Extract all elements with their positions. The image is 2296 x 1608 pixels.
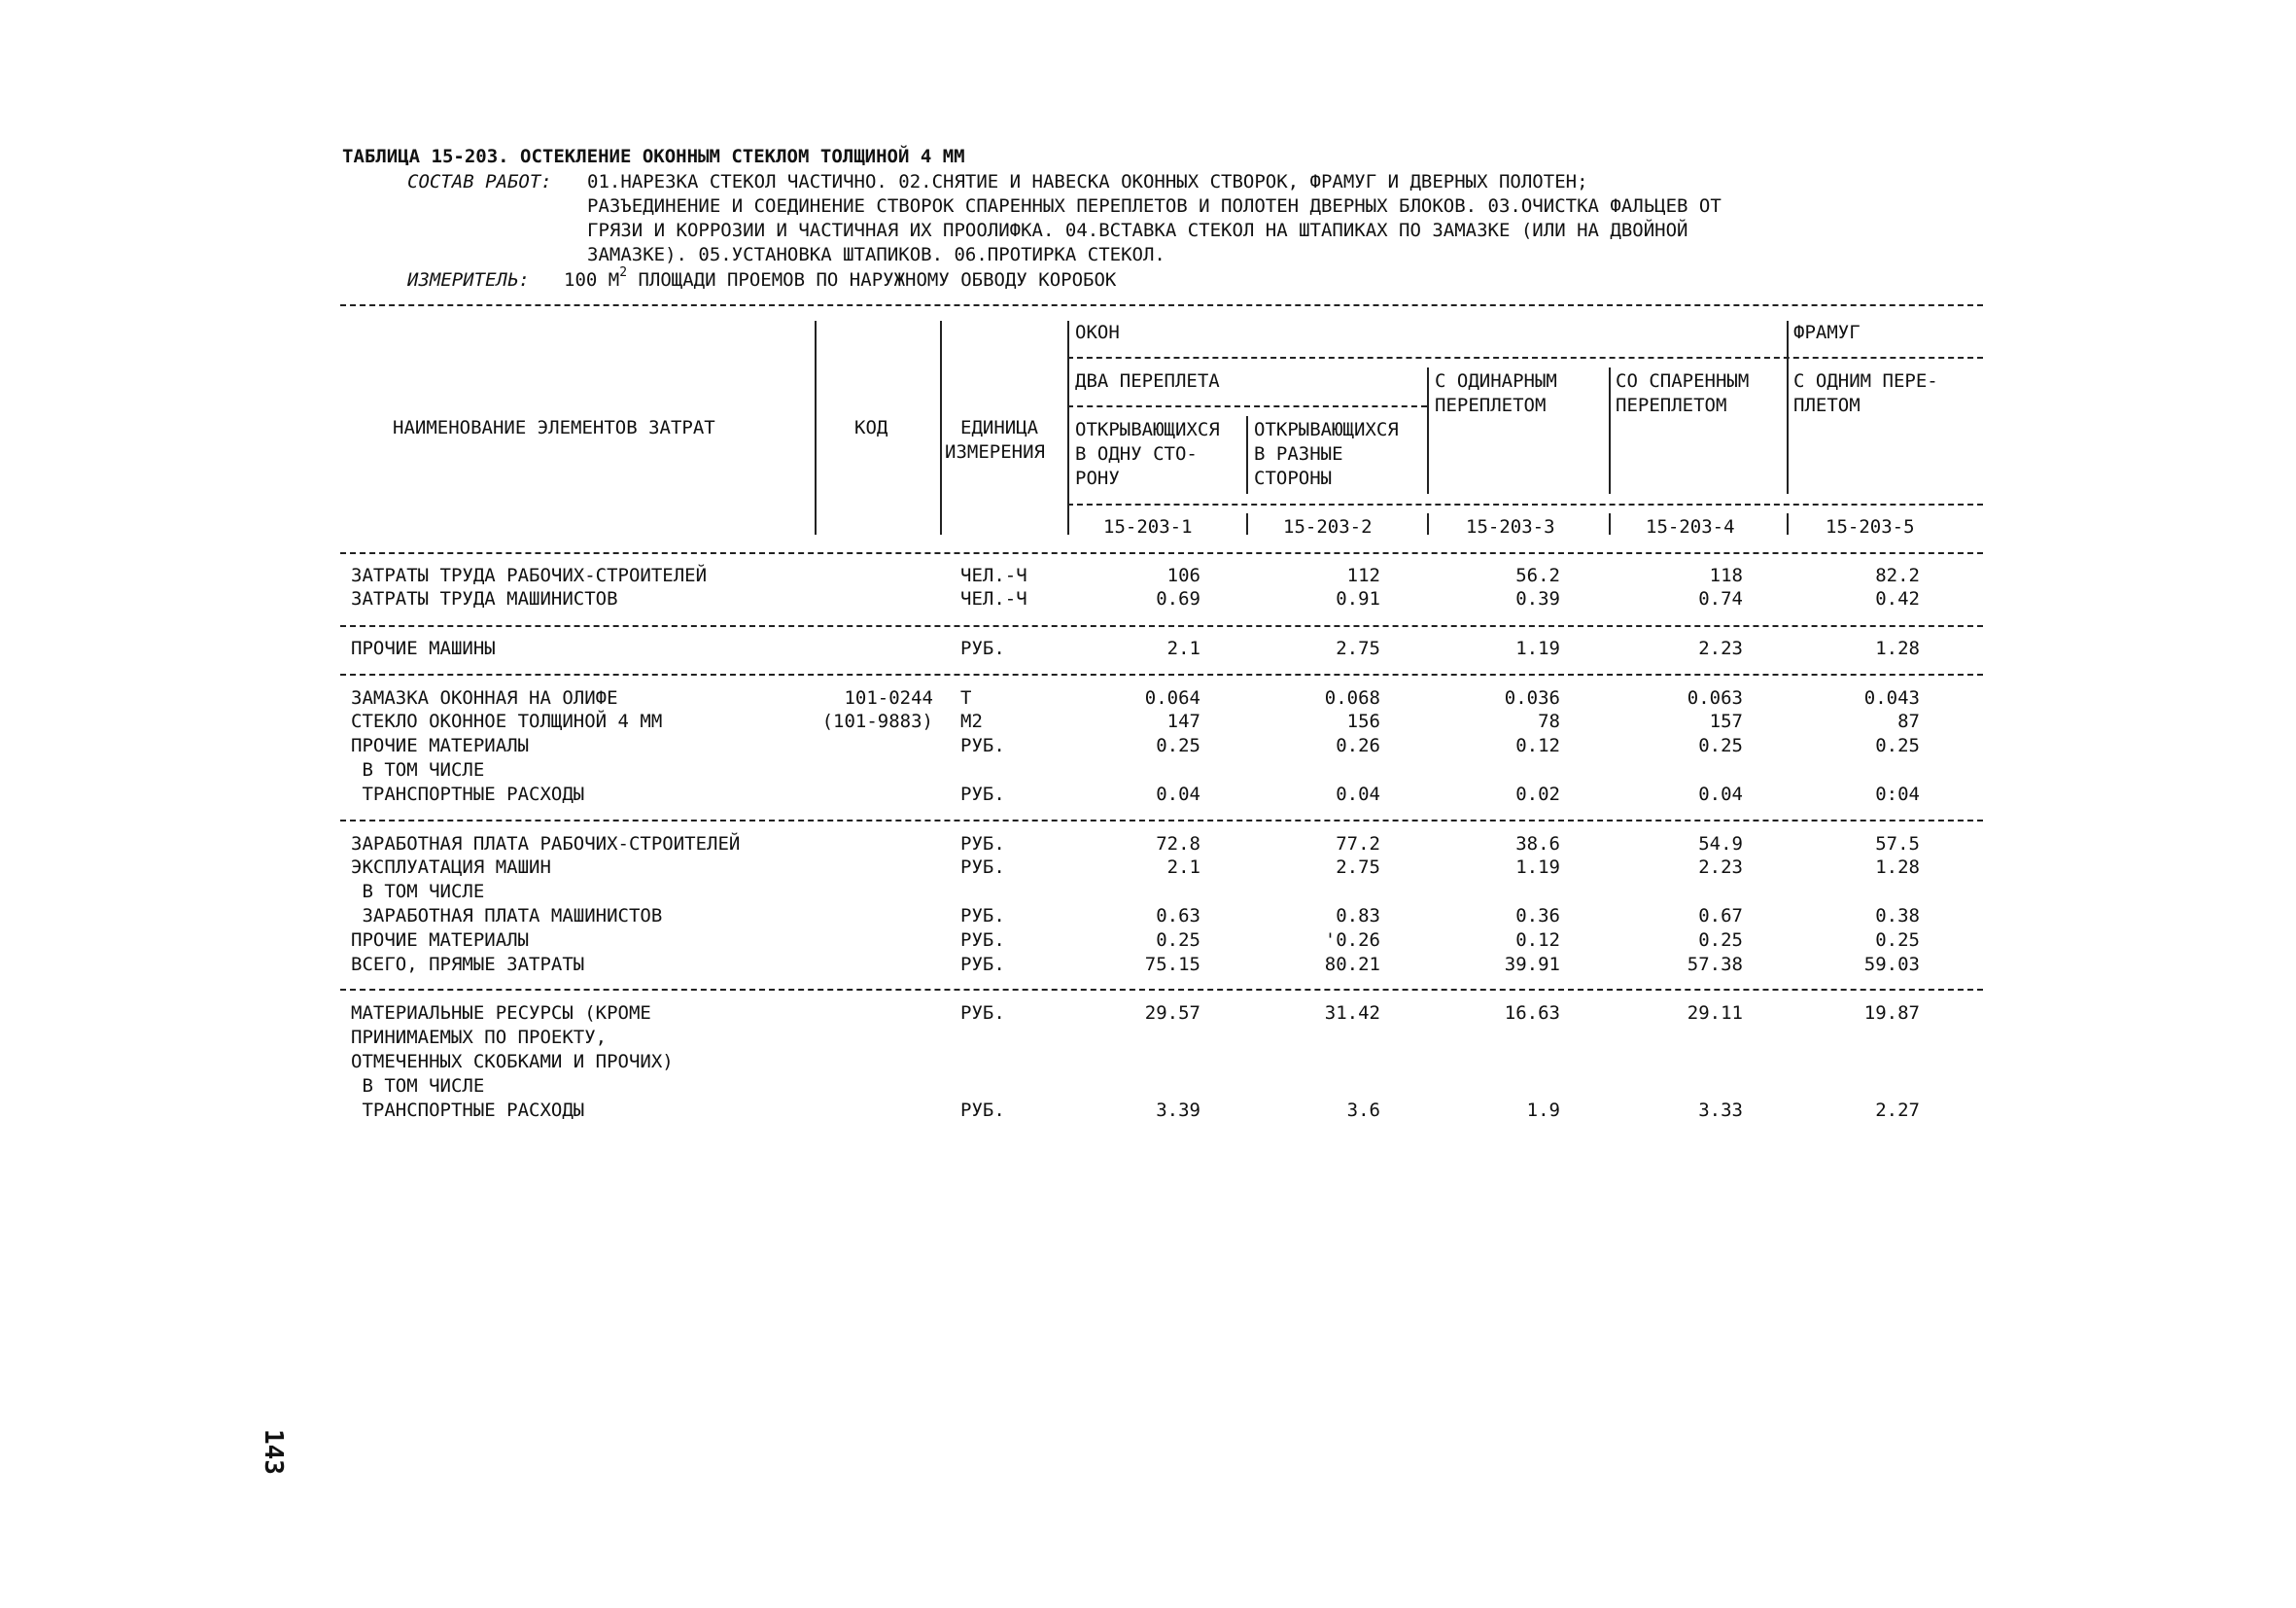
row-value: 0.69 bbox=[1156, 588, 1200, 610]
row-value: 75.15 bbox=[1144, 954, 1200, 975]
row-value: 56.2 bbox=[1515, 565, 1560, 586]
row-value: 78 bbox=[1538, 711, 1560, 732]
row-value: 39.91 bbox=[1504, 954, 1560, 975]
row-value: 157 bbox=[1709, 711, 1743, 732]
table-title: ТАБЛИЦА 15-203. ОСТЕКЛЕНИЕ ОКОННЫМ СТЕКЛОМ ТОЛЩИНОЙ 4 ММ bbox=[342, 146, 965, 167]
row-unit: РУБ. bbox=[960, 954, 1005, 975]
header-spar: СО СПАРЕННЫМ bbox=[1616, 370, 1750, 392]
header-code-5: 15-203-5 bbox=[1826, 516, 1915, 538]
row-unit: ЧЕЛ.-Ч bbox=[960, 565, 1027, 586]
row-value: 82.2 bbox=[1875, 565, 1920, 586]
header-okon: ОКОН bbox=[1075, 322, 1120, 343]
row-value: 0.38 bbox=[1875, 905, 1920, 926]
row-code: (101-9883) bbox=[821, 711, 933, 732]
row-value: '0.26 bbox=[1324, 929, 1380, 951]
header-code-4: 15-203-4 bbox=[1646, 516, 1735, 538]
row-value: 0.25 bbox=[1156, 735, 1200, 756]
row-value: 1.28 bbox=[1875, 856, 1920, 878]
row-value: 0.04 bbox=[1698, 784, 1743, 805]
row-unit: ЧЕЛ.-Ч bbox=[960, 588, 1027, 610]
row-value: 0.36 bbox=[1515, 905, 1560, 926]
header-code-2: 15-203-2 bbox=[1283, 516, 1373, 538]
row-value: 87 bbox=[1897, 711, 1920, 732]
row-value: 0.26 bbox=[1336, 735, 1380, 756]
rule-header-end bbox=[340, 552, 1983, 554]
row-value: 19.87 bbox=[1863, 1002, 1920, 1024]
row-value: 156 bbox=[1346, 711, 1380, 732]
header-spar: ПЕРЕПЛЕТОМ bbox=[1616, 395, 1727, 416]
row-unit: РУБ. bbox=[960, 929, 1005, 951]
row-name: В ТОМ ЧИСЛЕ bbox=[351, 881, 485, 902]
row-value: 0.04 bbox=[1156, 784, 1200, 805]
col-sep bbox=[1609, 367, 1611, 494]
row-value: 2.75 bbox=[1336, 856, 1380, 878]
header-rs: В РАЗНЫЕ bbox=[1254, 443, 1343, 465]
header-rs: СТОРОНЫ bbox=[1254, 468, 1333, 489]
measure-post: ПЛОЩАДИ ПРОЕМОВ ПО НАРУЖНОМУ ОБВОДУ КОРОБОК bbox=[627, 269, 1117, 291]
rule-sec3 bbox=[340, 820, 1983, 821]
row-value: 72.8 bbox=[1156, 833, 1200, 855]
row-value: 0.064 bbox=[1144, 687, 1200, 709]
row-value: 2.1 bbox=[1166, 638, 1200, 659]
header-odin: ПЕРЕПЛЕТОМ bbox=[1435, 395, 1547, 416]
col-sep bbox=[1787, 321, 1789, 494]
header-unit: ИЗМЕРЕНИЯ bbox=[945, 441, 1045, 463]
row-name: ТРАНСПОРТНЫЕ РАСХОДЫ bbox=[351, 784, 585, 805]
row-value: 0.25 bbox=[1698, 735, 1743, 756]
row-name: ТРАНСПОРТНЫЕ РАСХОДЫ bbox=[351, 1100, 585, 1121]
row-value: 2.75 bbox=[1336, 638, 1380, 659]
row-value: 2.27 bbox=[1875, 1100, 1920, 1121]
measure-text bbox=[564, 265, 1117, 291]
page-number: 143 bbox=[259, 1429, 288, 1475]
composition-line: РАЗЪЕДИНЕНИЕ И СОЕДИНЕНИЕ СТВОРОК СПАРЕННЫХ ПЕРЕПЛЕТОВ И ПОЛОТЕН ДВЕРНЫХ БЛОКОВ. 03.ОЧИСТКА ФАЛЬЦЕВ ОТ bbox=[587, 195, 1722, 217]
row-name: ЗАРАБОТНАЯ ПЛАТА МАШИНИСТОВ bbox=[351, 905, 663, 926]
row-value: 2.23 bbox=[1698, 856, 1743, 878]
rule-top bbox=[340, 304, 1983, 306]
composition-line: 01.НАРЕЗКА СТЕКОЛ ЧАСТИЧНО. 02.СНЯТИЕ И НАВЕСКА ОКОННЫХ СТВОРОК, ФРАМУГ И ДВЕРНЫХ ПОЛОТЕН; bbox=[587, 171, 1588, 192]
rule-sec2 bbox=[340, 674, 1983, 676]
row-value: 1.9 bbox=[1526, 1100, 1560, 1121]
header-framug: ФРАМУГ bbox=[1793, 322, 1861, 343]
row-unit: РУБ. bbox=[960, 638, 1005, 659]
row-value: 0.83 bbox=[1336, 905, 1380, 926]
row-value: 0.63 bbox=[1156, 905, 1200, 926]
row-value: 0.068 bbox=[1324, 687, 1380, 709]
row-unit: РУБ. bbox=[960, 905, 1005, 926]
composition-label: СОСТАВ РАБОТ: bbox=[407, 171, 552, 192]
row-name: ПРОЧИЕ МАШИНЫ bbox=[351, 638, 496, 659]
col-sep bbox=[940, 321, 942, 535]
row-value: 59.03 bbox=[1863, 954, 1920, 975]
row-unit: РУБ. bbox=[960, 856, 1005, 878]
row-unit: Т bbox=[960, 687, 972, 709]
col-sep bbox=[1427, 513, 1429, 535]
row-name: ЭКСПЛУАТАЦИЯ МАШИН bbox=[351, 856, 551, 878]
rule-codes bbox=[1067, 504, 1983, 506]
header-odin: С ОДИНАРНЫМ bbox=[1435, 370, 1557, 392]
row-value: 1.28 bbox=[1875, 638, 1920, 659]
col-sep bbox=[1427, 367, 1429, 494]
measure-label: ИЗМЕРИТЕЛЬ: bbox=[407, 269, 530, 291]
col-sep bbox=[1787, 513, 1789, 535]
row-name: В ТОМ ЧИСЛЕ bbox=[351, 759, 485, 781]
row-value: 0.67 bbox=[1698, 905, 1743, 926]
col-sep bbox=[815, 321, 817, 535]
row-value: 0.036 bbox=[1504, 687, 1560, 709]
row-value: 0.12 bbox=[1515, 929, 1560, 951]
header-ods: ОТКРЫВАЮЩИХСЯ bbox=[1075, 419, 1220, 440]
header-code-3: 15-203-3 bbox=[1466, 516, 1555, 538]
composition-line: ЗАМАЗКЕ). 05.УСТАНОВКА ШТАПИКОВ. 06.ПРОТИРКА СТЕКОЛ. bbox=[587, 244, 1165, 265]
row-name: ПРОЧИЕ МАТЕРИАЛЫ bbox=[351, 929, 530, 951]
row-name: ОТМЕЧЕННЫХ СКОБКАМИ И ПРОЧИХ) bbox=[351, 1051, 674, 1072]
row-unit: РУБ. bbox=[960, 784, 1005, 805]
row-value: 1.19 bbox=[1515, 856, 1560, 878]
row-value: 0.39 bbox=[1515, 588, 1560, 610]
row-value: 16.63 bbox=[1504, 1002, 1560, 1024]
row-name: ЗАРАБОТНАЯ ПЛАТА РАБОЧИХ-СТРОИТЕЛЕЙ bbox=[351, 833, 741, 855]
row-value: 2.1 bbox=[1166, 856, 1200, 878]
header-ods: В ОДНУ СТО- bbox=[1075, 443, 1198, 465]
header-ods: РОНУ bbox=[1075, 468, 1120, 489]
row-value: 0.91 bbox=[1336, 588, 1380, 610]
row-value: 0:04 bbox=[1875, 784, 1920, 805]
row-unit: М2 bbox=[960, 711, 983, 732]
rule-sec4 bbox=[340, 989, 1983, 991]
row-unit: РУБ. bbox=[960, 735, 1005, 756]
row-unit: РУБ. bbox=[960, 1002, 1005, 1024]
row-name: ПРОЧИЕ МАТЕРИАЛЫ bbox=[351, 735, 530, 756]
header-dva: ДВА ПЕРЕПЛЕТА bbox=[1075, 370, 1220, 392]
row-name: ЗАТРАТЫ ТРУДА РАБОЧИХ-СТРОИТЕЛЕЙ bbox=[351, 565, 708, 586]
row-value: 29.11 bbox=[1687, 1002, 1743, 1024]
col-sep bbox=[1246, 513, 1248, 535]
header-rs: ОТКРЫВАЮЩИХСЯ bbox=[1254, 419, 1399, 440]
row-name: СТЕКЛО ОКОННОЕ ТОЛЩИНОЙ 4 ММ bbox=[351, 711, 663, 732]
row-name: ПРИНИМАЕМЫХ ПО ПРОЕКТУ, bbox=[351, 1027, 608, 1048]
row-value: 77.2 bbox=[1336, 833, 1380, 855]
row-value: 38.6 bbox=[1515, 833, 1560, 855]
row-name: ЗАМАЗКА ОКОННАЯ НА ОЛИФЕ bbox=[351, 687, 618, 709]
row-value: 31.42 bbox=[1324, 1002, 1380, 1024]
row-value: 106 bbox=[1166, 565, 1200, 586]
rule-sec1 bbox=[340, 625, 1983, 627]
row-value: 0.04 bbox=[1336, 784, 1380, 805]
row-value: 0.043 bbox=[1863, 687, 1920, 709]
header-code-1: 15-203-1 bbox=[1103, 516, 1193, 538]
header-name: НАИМЕНОВАНИЕ ЭЛЕМЕНТОВ ЗАТРАТ bbox=[393, 417, 715, 438]
row-value: 57.38 bbox=[1687, 954, 1743, 975]
row-value: 57.5 bbox=[1875, 833, 1920, 855]
header-unit: ЕДИНИЦА bbox=[960, 417, 1039, 438]
row-value: 0.25 bbox=[1875, 735, 1920, 756]
row-value: 3.33 bbox=[1698, 1100, 1743, 1121]
row-value: 80.21 bbox=[1324, 954, 1380, 975]
rule-okon bbox=[1067, 357, 1983, 359]
row-value: 0.74 bbox=[1698, 588, 1743, 610]
row-unit: РУБ. bbox=[960, 1100, 1005, 1121]
row-code: 101-0244 bbox=[844, 687, 933, 709]
header-code: КОД bbox=[854, 417, 888, 438]
row-value: 118 bbox=[1709, 565, 1743, 586]
row-value: 0.25 bbox=[1875, 929, 1920, 951]
header-fr: ПЛЕТОМ bbox=[1793, 395, 1861, 416]
row-name: МАТЕРИАЛЬНЫЕ РЕСУРСЫ (КРОМЕ bbox=[351, 1002, 651, 1024]
row-name: В ТОМ ЧИСЛЕ bbox=[351, 1075, 485, 1097]
row-value: 29.57 bbox=[1144, 1002, 1200, 1024]
measure-sup: 2 bbox=[619, 265, 628, 280]
row-value: 0.063 bbox=[1687, 687, 1743, 709]
col-sep bbox=[1609, 513, 1611, 535]
row-value: 1.19 bbox=[1515, 638, 1560, 659]
header-fr: С ОДНИМ ПЕРЕ- bbox=[1793, 370, 1938, 392]
row-name: ЗАТРАТЫ ТРУДА МАШИНИСТОВ bbox=[351, 588, 618, 610]
row-value: 0.02 bbox=[1515, 784, 1560, 805]
row-value: 0.42 bbox=[1875, 588, 1920, 610]
row-value: 2.23 bbox=[1698, 638, 1743, 659]
composition-line: ГРЯЗИ И КОРРОЗИИ И ЧАСТИЧНАЯ ИХ ПРООЛИФКА. 04.ВСТАВКА СТЕКОЛ НА ШТАПИКАХ ПО ЗАМАЗКЕ (ИЛИ НА ДВОЙНОЙ bbox=[587, 220, 1688, 241]
row-unit: РУБ. bbox=[960, 833, 1005, 855]
row-value: 3.6 bbox=[1346, 1100, 1380, 1121]
row-value: 112 bbox=[1346, 565, 1380, 586]
row-value: 0.12 bbox=[1515, 735, 1560, 756]
row-value: 0.25 bbox=[1698, 929, 1743, 951]
row-name: ВСЕГО, ПРЯМЫЕ ЗАТРАТЫ bbox=[351, 954, 585, 975]
col-sep bbox=[1246, 416, 1248, 494]
row-value: 147 bbox=[1166, 711, 1200, 732]
row-value: 3.39 bbox=[1156, 1100, 1200, 1121]
measure-pre: 100 М bbox=[564, 269, 620, 291]
row-value: 54.9 bbox=[1698, 833, 1743, 855]
rule-dva bbox=[1067, 405, 1427, 407]
col-sep bbox=[1067, 321, 1069, 535]
row-value: 0.25 bbox=[1156, 929, 1200, 951]
